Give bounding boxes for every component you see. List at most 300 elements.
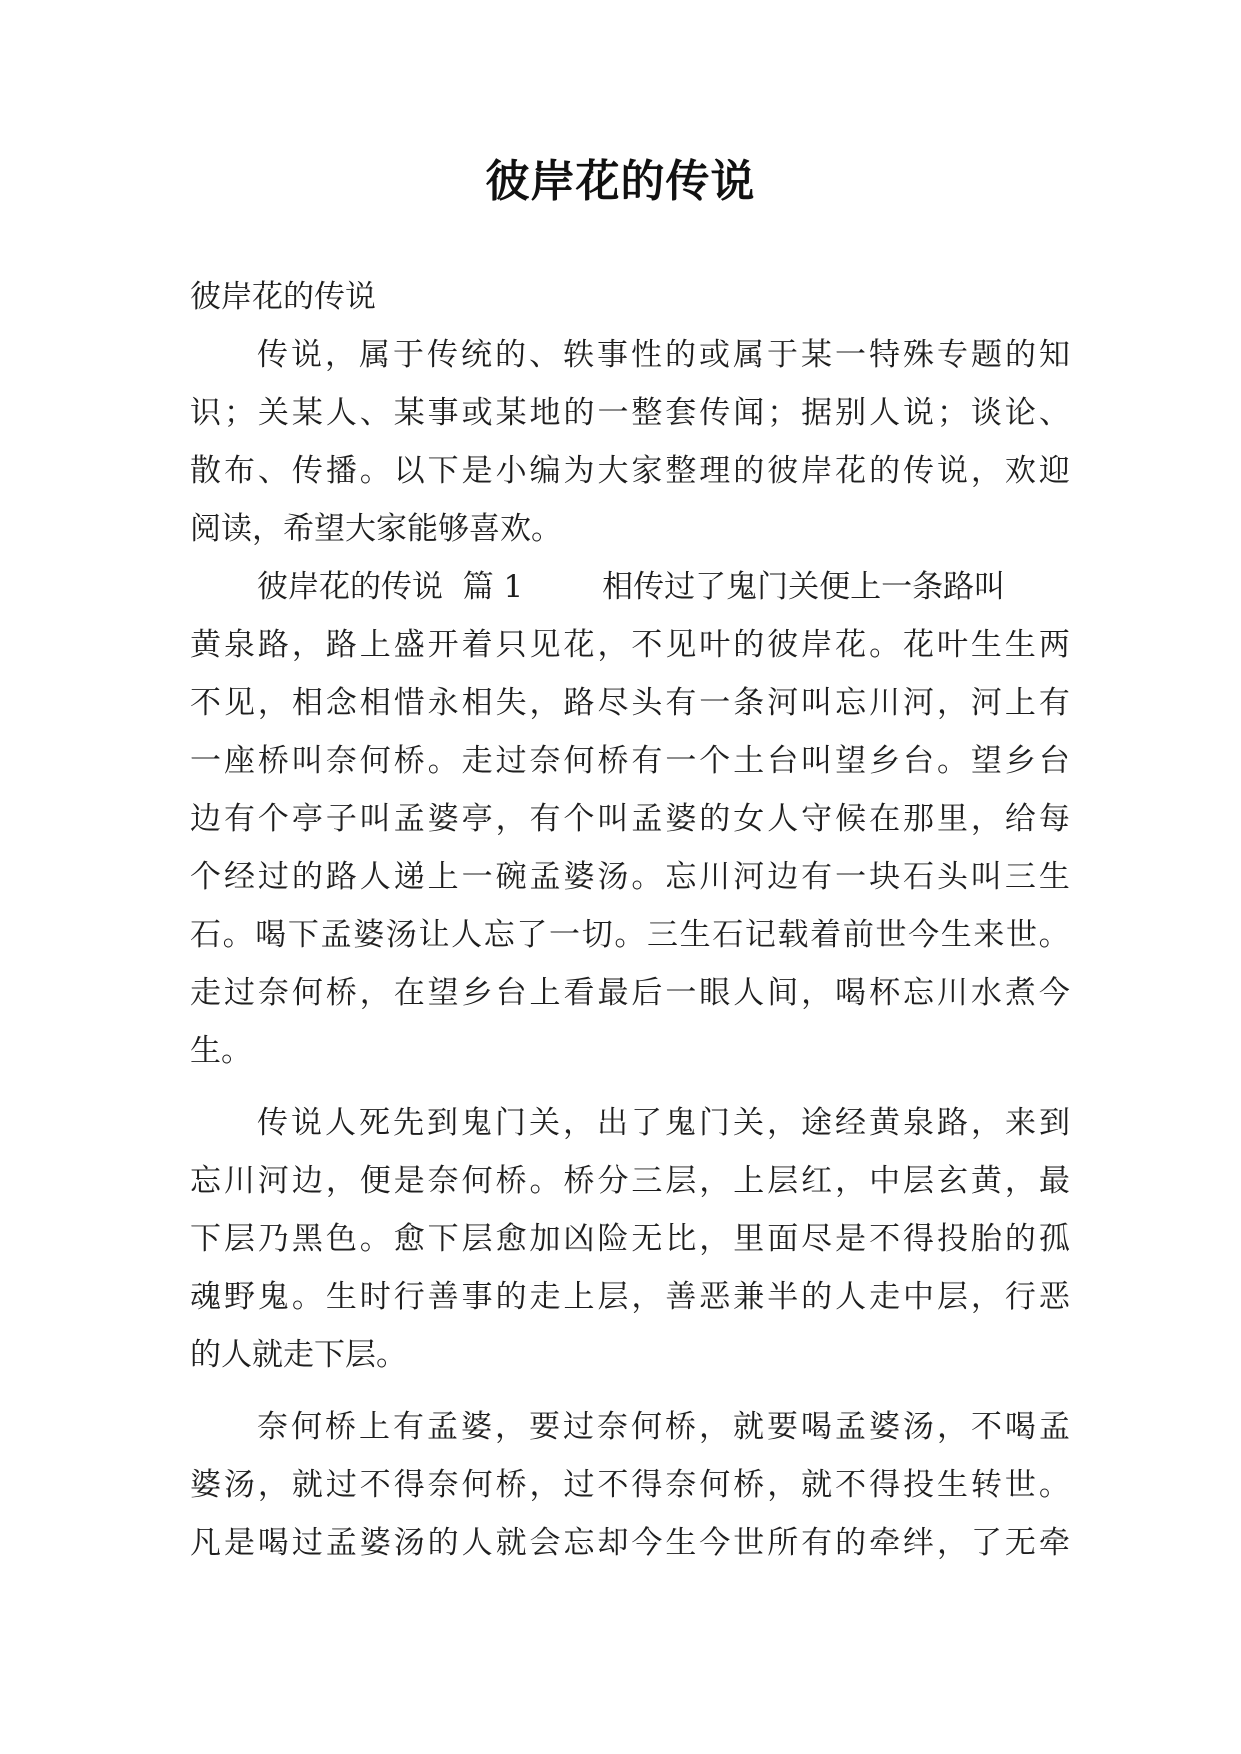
text-glyph: 台 [903, 743, 935, 779]
text-glyph: 上 [359, 1409, 390, 1445]
paragraph-line [190, 790, 1070, 848]
text-glyph: 会 [529, 1525, 561, 1561]
text-glyph: 生 [665, 1525, 697, 1561]
text-glyph: 险 [597, 1221, 629, 1257]
text-glyph: 色 [325, 1221, 357, 1257]
text-glyph: 玄 [936, 1163, 968, 1199]
text-glyph: 的 [427, 1525, 459, 1561]
text-glyph: 边 [190, 801, 221, 837]
text-glyph: ， [936, 685, 968, 721]
text-glyph: 面 [767, 1221, 799, 1257]
text-glyph: 层 [903, 1163, 935, 1199]
paragraph-line [190, 732, 1070, 790]
text-glyph: 花 [563, 627, 595, 663]
text-glyph: 孟 [325, 1525, 357, 1561]
text-glyph: 黄 [190, 627, 221, 663]
text-glyph: 。 [529, 1163, 561, 1199]
text-glyph: 记 [744, 917, 776, 953]
text-glyph: 尽 [801, 1221, 833, 1257]
text-glyph: 转 [970, 1467, 1002, 1503]
text-glyph: 煮 [1004, 975, 1036, 1011]
text-glyph: 岸 [801, 453, 833, 489]
text-glyph: 两 [1038, 627, 1070, 663]
text-glyph: 。 [614, 917, 646, 953]
paragraph-line [190, 1210, 1070, 1268]
text-glyph: 生 [940, 917, 972, 953]
text-glyph: 经 [223, 859, 255, 895]
text-glyph: 黄 [970, 1163, 1002, 1199]
text-glyph: 汤 [393, 1525, 425, 1561]
text-glyph: 经 [835, 1105, 866, 1141]
text-glyph: 有 [801, 1525, 833, 1561]
text-glyph: 走 [190, 975, 221, 1011]
text-glyph: 人 [733, 975, 765, 1011]
text-glyph: 善 [427, 1279, 459, 1315]
text-glyph: 野 [223, 1279, 255, 1315]
text-glyph: 乡 [1004, 743, 1036, 779]
text-glyph: 路 [325, 627, 357, 663]
paragraph-line: 阅读，希望大家能够喜欢。 [190, 511, 562, 547]
text-glyph: 何 [563, 743, 595, 779]
text-glyph: 下 [427, 1221, 459, 1257]
text-glyph: 水 [970, 975, 1002, 1011]
text-glyph: 黄 [869, 1105, 900, 1141]
text-glyph: 关 [529, 1105, 560, 1141]
text-glyph: 人 [869, 395, 901, 431]
text-glyph: 。 [291, 1279, 323, 1315]
text-glyph: 传 [699, 395, 731, 431]
text-glyph: 过 [223, 975, 255, 1011]
text-glyph: ， [699, 1409, 730, 1445]
paragraph-line [190, 848, 1070, 906]
text-glyph: 桥 [495, 1467, 527, 1503]
text-glyph: 只 [495, 627, 527, 663]
text-glyph: 忘 [563, 1525, 595, 1561]
text-glyph: 恶 [699, 1279, 731, 1315]
text-glyph: 里 [733, 1221, 765, 1257]
text-glyph: 望 [835, 743, 867, 779]
text-glyph: 泉 [903, 1105, 934, 1141]
text-glyph: 人 [325, 395, 357, 431]
text-glyph: 不 [971, 1409, 1002, 1445]
text-glyph: 上 [427, 859, 459, 895]
text-glyph: 专 [937, 337, 968, 373]
text-glyph: 奈 [257, 975, 289, 1011]
doc-subtitle-line: 彼岸花的传说 [190, 279, 376, 315]
paragraph-line [190, 1514, 1070, 1572]
text-glyph: 人 [461, 1525, 493, 1561]
text-glyph: 散 [190, 453, 221, 489]
text-glyph: 的 [1004, 1221, 1036, 1257]
text-glyph: 个 [190, 859, 221, 895]
text-glyph: 边 [767, 859, 799, 895]
text-glyph: 是 [223, 1525, 255, 1561]
text-glyph: 愈 [495, 1221, 527, 1257]
text-glyph: 失 [495, 685, 527, 721]
text-glyph: 就 [495, 1525, 527, 1561]
text-glyph: 孟 [393, 801, 425, 837]
text-glyph: 殊 [903, 337, 934, 373]
text-glyph: 的 [699, 801, 731, 837]
text-glyph: 路 [257, 627, 289, 663]
text-glyph: 望 [427, 975, 459, 1011]
text-glyph: 的 [869, 453, 901, 489]
text-glyph: ， [325, 337, 356, 373]
text-glyph: 闻 [733, 395, 765, 431]
text-glyph: 属 [359, 337, 390, 373]
text-glyph: 台 [767, 743, 799, 779]
text-glyph: 条 [733, 685, 765, 721]
text-glyph: 编 [529, 453, 561, 489]
text-glyph: ， [495, 801, 527, 837]
text-glyph: 了 [516, 917, 548, 953]
text-glyph: 人 [359, 859, 391, 895]
text-glyph: 走 [529, 1279, 561, 1315]
text-glyph: 叫 [597, 801, 629, 837]
text-glyph: 奈 [427, 1467, 459, 1503]
text-glyph: 欢 [1004, 453, 1036, 489]
text-glyph: 忘 [190, 1163, 221, 1199]
text-glyph: 不 [597, 1467, 629, 1503]
text-glyph: 生 [679, 917, 711, 953]
text-glyph: 中 [903, 1279, 935, 1315]
text-glyph: ， [767, 1467, 799, 1503]
paragraph-line [257, 1094, 1070, 1152]
text-glyph: ， [495, 1409, 526, 1445]
text-glyph: 载 [777, 917, 809, 953]
text-glyph: 孟 [529, 859, 561, 895]
text-glyph: 层 [223, 1221, 255, 1257]
text-glyph: 于 [393, 337, 424, 373]
text-glyph: 看 [563, 975, 595, 1011]
text-glyph: 地 [529, 395, 561, 431]
text-glyph: 台 [1038, 743, 1070, 779]
text-glyph: 下 [190, 1221, 221, 1257]
text-glyph: 今 [908, 917, 940, 953]
text-glyph: 层 [767, 1163, 799, 1199]
text-glyph: 层 [461, 1221, 493, 1257]
text-glyph: 奈 [665, 1467, 697, 1503]
text-glyph: 相 [291, 685, 323, 721]
text-glyph: 汤 [903, 1409, 934, 1445]
text-glyph: 奈 [257, 1409, 288, 1445]
text-glyph: 统 [461, 337, 492, 373]
text-glyph: ； [767, 395, 799, 431]
text-glyph: 是 [461, 453, 493, 489]
text-glyph: 何 [359, 743, 391, 779]
text-glyph: 乡 [869, 743, 901, 779]
text-glyph: 亭 [291, 801, 323, 837]
text-glyph: 说 [291, 337, 322, 373]
text-glyph: 家 [631, 453, 663, 489]
text-glyph: 过 [563, 1409, 594, 1445]
text-glyph: 桥 [665, 1409, 696, 1445]
text-glyph: 叫 [291, 743, 323, 779]
text-glyph: 来 [1005, 1105, 1036, 1141]
text-glyph: 孟 [631, 801, 663, 837]
text-glyph: 相 [461, 685, 493, 721]
text-glyph: 有 [393, 1409, 424, 1445]
text-glyph: 魂 [190, 1279, 221, 1315]
text-glyph: 守 [801, 801, 833, 837]
text-glyph: ， [936, 1525, 968, 1561]
text-glyph: 传 [903, 453, 935, 489]
text-glyph: 来 [973, 917, 1005, 953]
text-glyph: 传 [257, 1105, 288, 1141]
text-glyph: 一 [835, 337, 866, 373]
text-glyph: 的 [1005, 337, 1036, 373]
text-glyph: 别 [835, 395, 867, 431]
text-glyph: 忘 [835, 685, 867, 721]
paragraph-line [190, 384, 1070, 442]
text-glyph: 了 [631, 1105, 662, 1141]
text-glyph: 牵 [869, 1525, 901, 1561]
text-glyph: 关 [733, 1105, 764, 1141]
text-glyph: 兼 [733, 1279, 765, 1315]
paragraph-line [190, 1268, 1070, 1326]
text-glyph: 人 [767, 801, 799, 837]
text-glyph: 迎 [1038, 453, 1070, 489]
text-glyph: 或 [461, 395, 493, 431]
text-glyph: 的 [291, 859, 323, 895]
text-glyph: 小 [495, 453, 527, 489]
text-glyph: 个 [257, 801, 289, 837]
text-glyph: 某 [495, 395, 527, 431]
paragraph-line: 的人就走下层。 [190, 1337, 407, 1373]
text-glyph: 相 [359, 685, 391, 721]
text-glyph: 在 [393, 975, 425, 1011]
text-glyph: 婆 [427, 801, 459, 837]
text-glyph: 念 [325, 685, 357, 721]
text-glyph: 眼 [699, 975, 731, 1011]
text-glyph: 行 [1004, 1279, 1036, 1315]
text-glyph: 世 [875, 917, 907, 953]
text-glyph: 不 [631, 627, 663, 663]
text-glyph: 叫 [359, 801, 391, 837]
text-glyph: 比 [665, 1221, 697, 1257]
text-glyph: 喝 [835, 975, 867, 1011]
text-glyph: 让 [418, 917, 450, 953]
text-glyph: 汤 [597, 859, 629, 895]
text-glyph: 一 [597, 395, 629, 431]
text-glyph: 凡 [190, 1525, 221, 1561]
text-glyph: 。 [631, 859, 663, 895]
text-glyph: 见 [223, 685, 255, 721]
text-glyph: 到 [427, 1105, 458, 1141]
text-glyph: 得 [393, 1467, 425, 1503]
text-glyph: 三 [631, 1163, 663, 1199]
text-glyph: 开 [427, 627, 459, 663]
text-glyph: 愈 [393, 1221, 425, 1257]
text-glyph: 孟 [835, 1409, 866, 1445]
text-glyph: 亭 [461, 801, 493, 837]
text-glyph: 个 [699, 743, 731, 779]
text-glyph: 。 [222, 917, 254, 953]
text-glyph: 三 [1004, 859, 1036, 895]
text-glyph: 途 [801, 1105, 832, 1141]
text-glyph: 最 [597, 975, 629, 1011]
text-glyph: ， [1004, 1163, 1036, 1199]
text-glyph: 投 [903, 1467, 935, 1503]
text-glyph: 布 [223, 453, 255, 489]
text-glyph: 婆 [190, 1467, 221, 1503]
text-glyph: 花 [903, 627, 935, 663]
text-glyph: 的 [495, 337, 526, 373]
paragraph-line [257, 1398, 1070, 1456]
text-glyph: ， [970, 1279, 1002, 1315]
text-glyph: 彼 [767, 627, 799, 663]
text-glyph: 孟 [320, 917, 352, 953]
text-glyph: 层 [665, 1163, 697, 1199]
page-title: 彼岸花的传说 [485, 156, 756, 207]
text-glyph: 先 [393, 1105, 424, 1141]
text-glyph: 桥 [393, 743, 425, 779]
text-glyph: 不 [869, 1221, 901, 1257]
text-glyph: 上 [733, 1163, 765, 1199]
text-glyph: 桥 [325, 975, 357, 1011]
text-glyph: 是 [835, 1221, 867, 1257]
text-glyph: ， [291, 627, 323, 663]
text-glyph: 说 [291, 1105, 322, 1141]
text-glyph: ， [597, 627, 629, 663]
text-glyph: 杯 [869, 975, 901, 1011]
text-glyph: 盛 [393, 627, 425, 663]
text-glyph: 递 [393, 859, 425, 895]
text-glyph: 上 [1004, 685, 1036, 721]
text-glyph: 题 [971, 337, 1002, 373]
text-glyph: ， [359, 975, 391, 1011]
text-glyph: 于 [767, 337, 798, 373]
text-glyph: 、 [359, 395, 391, 431]
text-glyph: 就 [291, 1467, 323, 1503]
text-glyph: 是 [393, 1163, 425, 1199]
text-glyph: ， [529, 1467, 561, 1503]
text-glyph: 婆 [353, 917, 385, 953]
text-glyph: 花 [835, 453, 867, 489]
text-glyph: 生 [1004, 627, 1036, 663]
text-glyph: 泉 [223, 627, 255, 663]
text-glyph: 后 [631, 975, 663, 1011]
text-glyph: 传 [257, 337, 288, 373]
text-glyph: 说 [903, 395, 935, 431]
text-glyph: 红 [801, 1163, 833, 1199]
text-glyph: 层 [597, 1279, 629, 1315]
text-glyph: 门 [495, 1105, 526, 1141]
text-glyph: 不 [359, 1467, 391, 1503]
text-glyph: 某 [393, 395, 425, 431]
text-glyph: 的 [495, 1279, 527, 1315]
text-glyph: 桥 [257, 743, 289, 779]
text-glyph: 川 [869, 685, 901, 721]
text-glyph: 、 [529, 337, 560, 373]
text-glyph: 里 [936, 801, 968, 837]
text-glyph: 忘 [665, 859, 697, 895]
text-glyph: 整 [665, 453, 697, 489]
text-glyph: 整 [631, 395, 663, 431]
text-glyph: 河 [970, 685, 1002, 721]
text-glyph: ， [563, 1105, 594, 1141]
text-glyph: 台 [495, 975, 527, 1011]
text-glyph: ， [699, 1221, 731, 1257]
text-glyph: 路 [937, 1105, 968, 1141]
text-glyph: 投 [936, 1221, 968, 1257]
text-glyph: 世 [1004, 1467, 1036, 1503]
text-glyph: 前 [842, 917, 874, 953]
text-glyph: 婆 [869, 1409, 900, 1445]
text-glyph: 大 [597, 453, 629, 489]
text-glyph: 识 [190, 395, 221, 431]
text-glyph: ， [835, 1163, 867, 1199]
text-glyph: 人 [835, 1279, 867, 1315]
text-glyph: 或 [699, 337, 730, 373]
text-glyph: 最 [1038, 1163, 1070, 1199]
text-glyph: 下 [287, 917, 319, 953]
text-glyph: 切 [581, 917, 613, 953]
text-glyph: 头 [936, 859, 968, 895]
text-glyph: 胎 [970, 1221, 1002, 1257]
text-glyph: 奈 [427, 1163, 459, 1199]
text-glyph: 谈 [970, 395, 1002, 431]
text-glyph: 所 [767, 1525, 799, 1561]
text-glyph: 。 [869, 627, 901, 663]
text-glyph: 下 [427, 453, 459, 489]
text-glyph: 中 [869, 1163, 901, 1199]
text-glyph: 一 [665, 743, 697, 779]
text-glyph: 石 [190, 917, 221, 953]
text-glyph: 有 [665, 685, 697, 721]
text-glyph: 事 [597, 337, 628, 373]
text-glyph: 花 [835, 627, 867, 663]
text-glyph: ， [529, 685, 561, 721]
text-glyph: 套 [665, 395, 697, 431]
text-glyph: 世 [733, 1525, 765, 1561]
text-glyph: 喝 [1005, 1409, 1036, 1445]
text-glyph: 婆 [665, 801, 697, 837]
text-glyph: 一 [835, 859, 867, 895]
text-glyph: 乃 [257, 1221, 289, 1257]
text-glyph: 据 [801, 395, 833, 431]
paragraph-line [190, 674, 1070, 732]
text-glyph: 为 [563, 453, 595, 489]
text-glyph: 上 [529, 975, 561, 1011]
text-glyph: 河 [903, 685, 935, 721]
paragraph-line [190, 906, 1070, 964]
text-glyph: 。 [1038, 917, 1070, 953]
text-glyph: 候 [835, 801, 867, 837]
text-glyph: 某 [291, 395, 323, 431]
text-glyph: 牵 [1038, 1525, 1070, 1561]
paragraph-line [190, 442, 1070, 500]
text-glyph: 过 [495, 743, 527, 779]
text-glyph: 奈 [325, 743, 357, 779]
text-glyph: 善 [665, 1279, 697, 1315]
text-glyph: 一 [461, 859, 493, 895]
text-glyph: 惜 [393, 685, 425, 721]
text-glyph: ； [936, 395, 968, 431]
text-glyph: 上 [563, 1279, 595, 1315]
text-glyph: 永 [427, 685, 459, 721]
text-glyph: 一 [665, 975, 697, 1011]
text-glyph: 知 [1039, 337, 1070, 373]
text-glyph: 忘 [483, 917, 515, 953]
text-glyph: 见 [665, 627, 697, 663]
text-glyph: 走 [461, 743, 493, 779]
text-glyph: 叫 [970, 859, 1002, 895]
text-glyph: 的 [665, 337, 696, 373]
text-glyph: 传 [427, 337, 458, 373]
text-glyph: 的 [733, 453, 765, 489]
text-glyph: 要 [529, 1409, 560, 1445]
